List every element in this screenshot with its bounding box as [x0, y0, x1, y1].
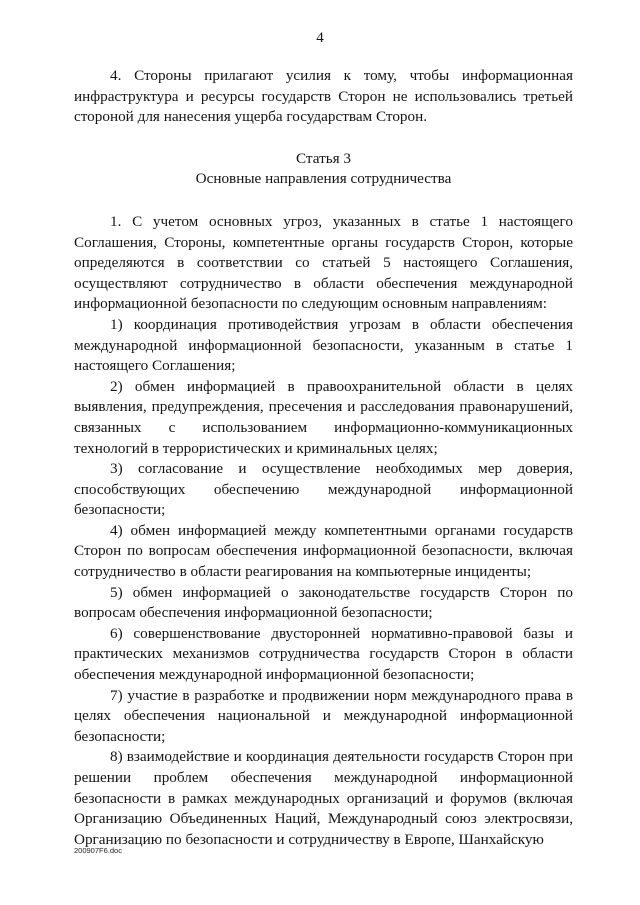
list-item-2: 2) обмен информацией в правоохранительной области в целях выявления, предупреждения, пресечения и расследования правонарушений, связанных с использованием информационно-коммуникационных технологий в террористических и криминальных целях;: [74, 377, 573, 457]
list-item-7: 7) участие в разработке и продвижении норм международного права в целях обеспечения национальной и международной информационной безопасности;: [74, 686, 573, 745]
list-item-1: 1) координация противодействия угрозам в области обеспечения международной информационной безопасности, указанным в статье 1 настоящего Соглашения;: [74, 315, 573, 375]
list-item-8: 8) взаимодействие и координация деятельности государств Сторон при решении проблем обеспечения международной информационной безопасности в рамках международных организаций и форумов (включая Организацию Объединенных Наций, Международный союз электросвязи, Организацию по безопасности и сотрудничеству в Европе, Шанхайскую: [74, 748, 573, 848]
article-title: Статья 3: [295, 149, 352, 167]
article-subtitle: Основные направления сотрудничества: [195, 170, 452, 188]
document-body: [74, 66, 573, 850]
list-item-5: 5) обмен информацией о законодательстве государств Сторон по вопросам обеспечения информационной безопасности;: [74, 583, 573, 622]
list-item-6: 6) совершенствование двусторонней нормативно-правовой базы и практических механизмов сотрудничества государств Сторон в области обеспечения международной информационной безопасности;: [74, 624, 573, 684]
list-item-4: 4) обмен информацией между компетентными органами государств Сторон по вопросам обеспечения информационной безопасности, включая сотрудничество в области реагирования на компьютерные инциденты;: [74, 521, 573, 581]
list-item-3: 3) согласование и осуществление необходимых мер доверия, способствующих обеспечению международной информационной безопасности;: [74, 460, 573, 519]
footer-file-code: 200907F6.doc: [74, 846, 122, 855]
lead-paragraph: 1. С учетом основных угроз, указанных в статье 1 настоящего Соглашения, Стороны, компетентные органы государств Сторон, которые определяются в соответствии со статьей 5 настоящего Соглашения, осуществляют сотрудничество в области обеспечения международной информационной безопасности по следующим основным направлениям:: [74, 212, 573, 313]
intro-paragraph: 4. Стороны прилагают усилия к тому, чтобы информационная инфраструктура и ресурсы государств Сторон не использовались третьей стороной для нанесения ущерба государствам Сторон.: [74, 67, 573, 126]
page-number: 4: [316, 30, 324, 46]
